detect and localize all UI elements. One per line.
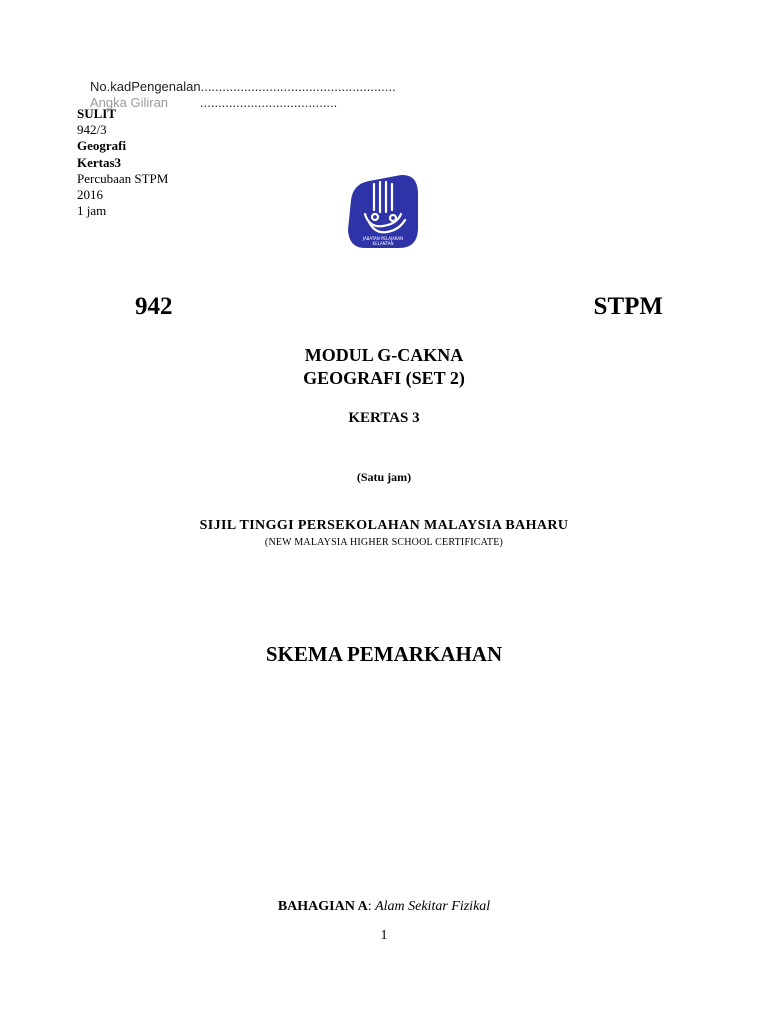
- paper-code: 942/3: [77, 122, 107, 138]
- module-title-line2: GEOGRAFI (SET 2): [303, 368, 465, 388]
- section-label: BAHAGIAN A: [277, 899, 368, 914]
- svg-text:JABATAN PELAJARAN: JABATAN PELAJARAN: [362, 236, 404, 241]
- subject-code: 942: [135, 293, 173, 320]
- module-title: [0, 344, 768, 390]
- ic-number-label: No.kadPengenalan: [90, 79, 201, 94]
- section-heading: BAHAGIAN A: Alam Sekitar Fizikal: [277, 899, 491, 914]
- svg-text:KELANTAN: KELANTAN: [372, 241, 394, 246]
- paper-info: [77, 106, 168, 219]
- ic-number-dots: ......................................................: [200, 79, 396, 94]
- exam-year: 2016: [77, 187, 103, 203]
- candidate-fields: [90, 79, 396, 109]
- ic-number-field: [90, 79, 396, 95]
- subject-name: Geografi: [77, 138, 127, 154]
- section-title: Alam Sekitar Fizikal: [375, 899, 491, 914]
- exam-type: STPM: [593, 293, 663, 320]
- paper-title: KERTAS 3: [348, 410, 420, 426]
- module-title-line1: MODUL G-CAKNA: [304, 345, 464, 365]
- index-number-dots: ......................................: [200, 95, 338, 109]
- page-number: 1: [380, 928, 388, 943]
- paper-number: Kertas3: [77, 154, 122, 170]
- exam-name: Percubaan STPM: [77, 170, 169, 186]
- jabatan-pelajaran-logo: [345, 170, 421, 250]
- sulit-label: SULIT: [77, 106, 117, 121]
- index-number-label: Angka Giliran: [90, 95, 169, 109]
- paper-duration: (Satu jam): [356, 470, 412, 484]
- certificate-name-english: (NEW MALAYSIA HIGHER SCHOOL CERTIFICATE): [264, 537, 504, 548]
- exam-duration: 1 jam: [77, 203, 107, 219]
- marking-scheme-title: SKEMA PEMARKAHAN: [265, 642, 503, 666]
- certificate-name: SIJIL TINGGI PERSEKOLAHAN MALAYSIA BAHARU: [199, 518, 569, 533]
